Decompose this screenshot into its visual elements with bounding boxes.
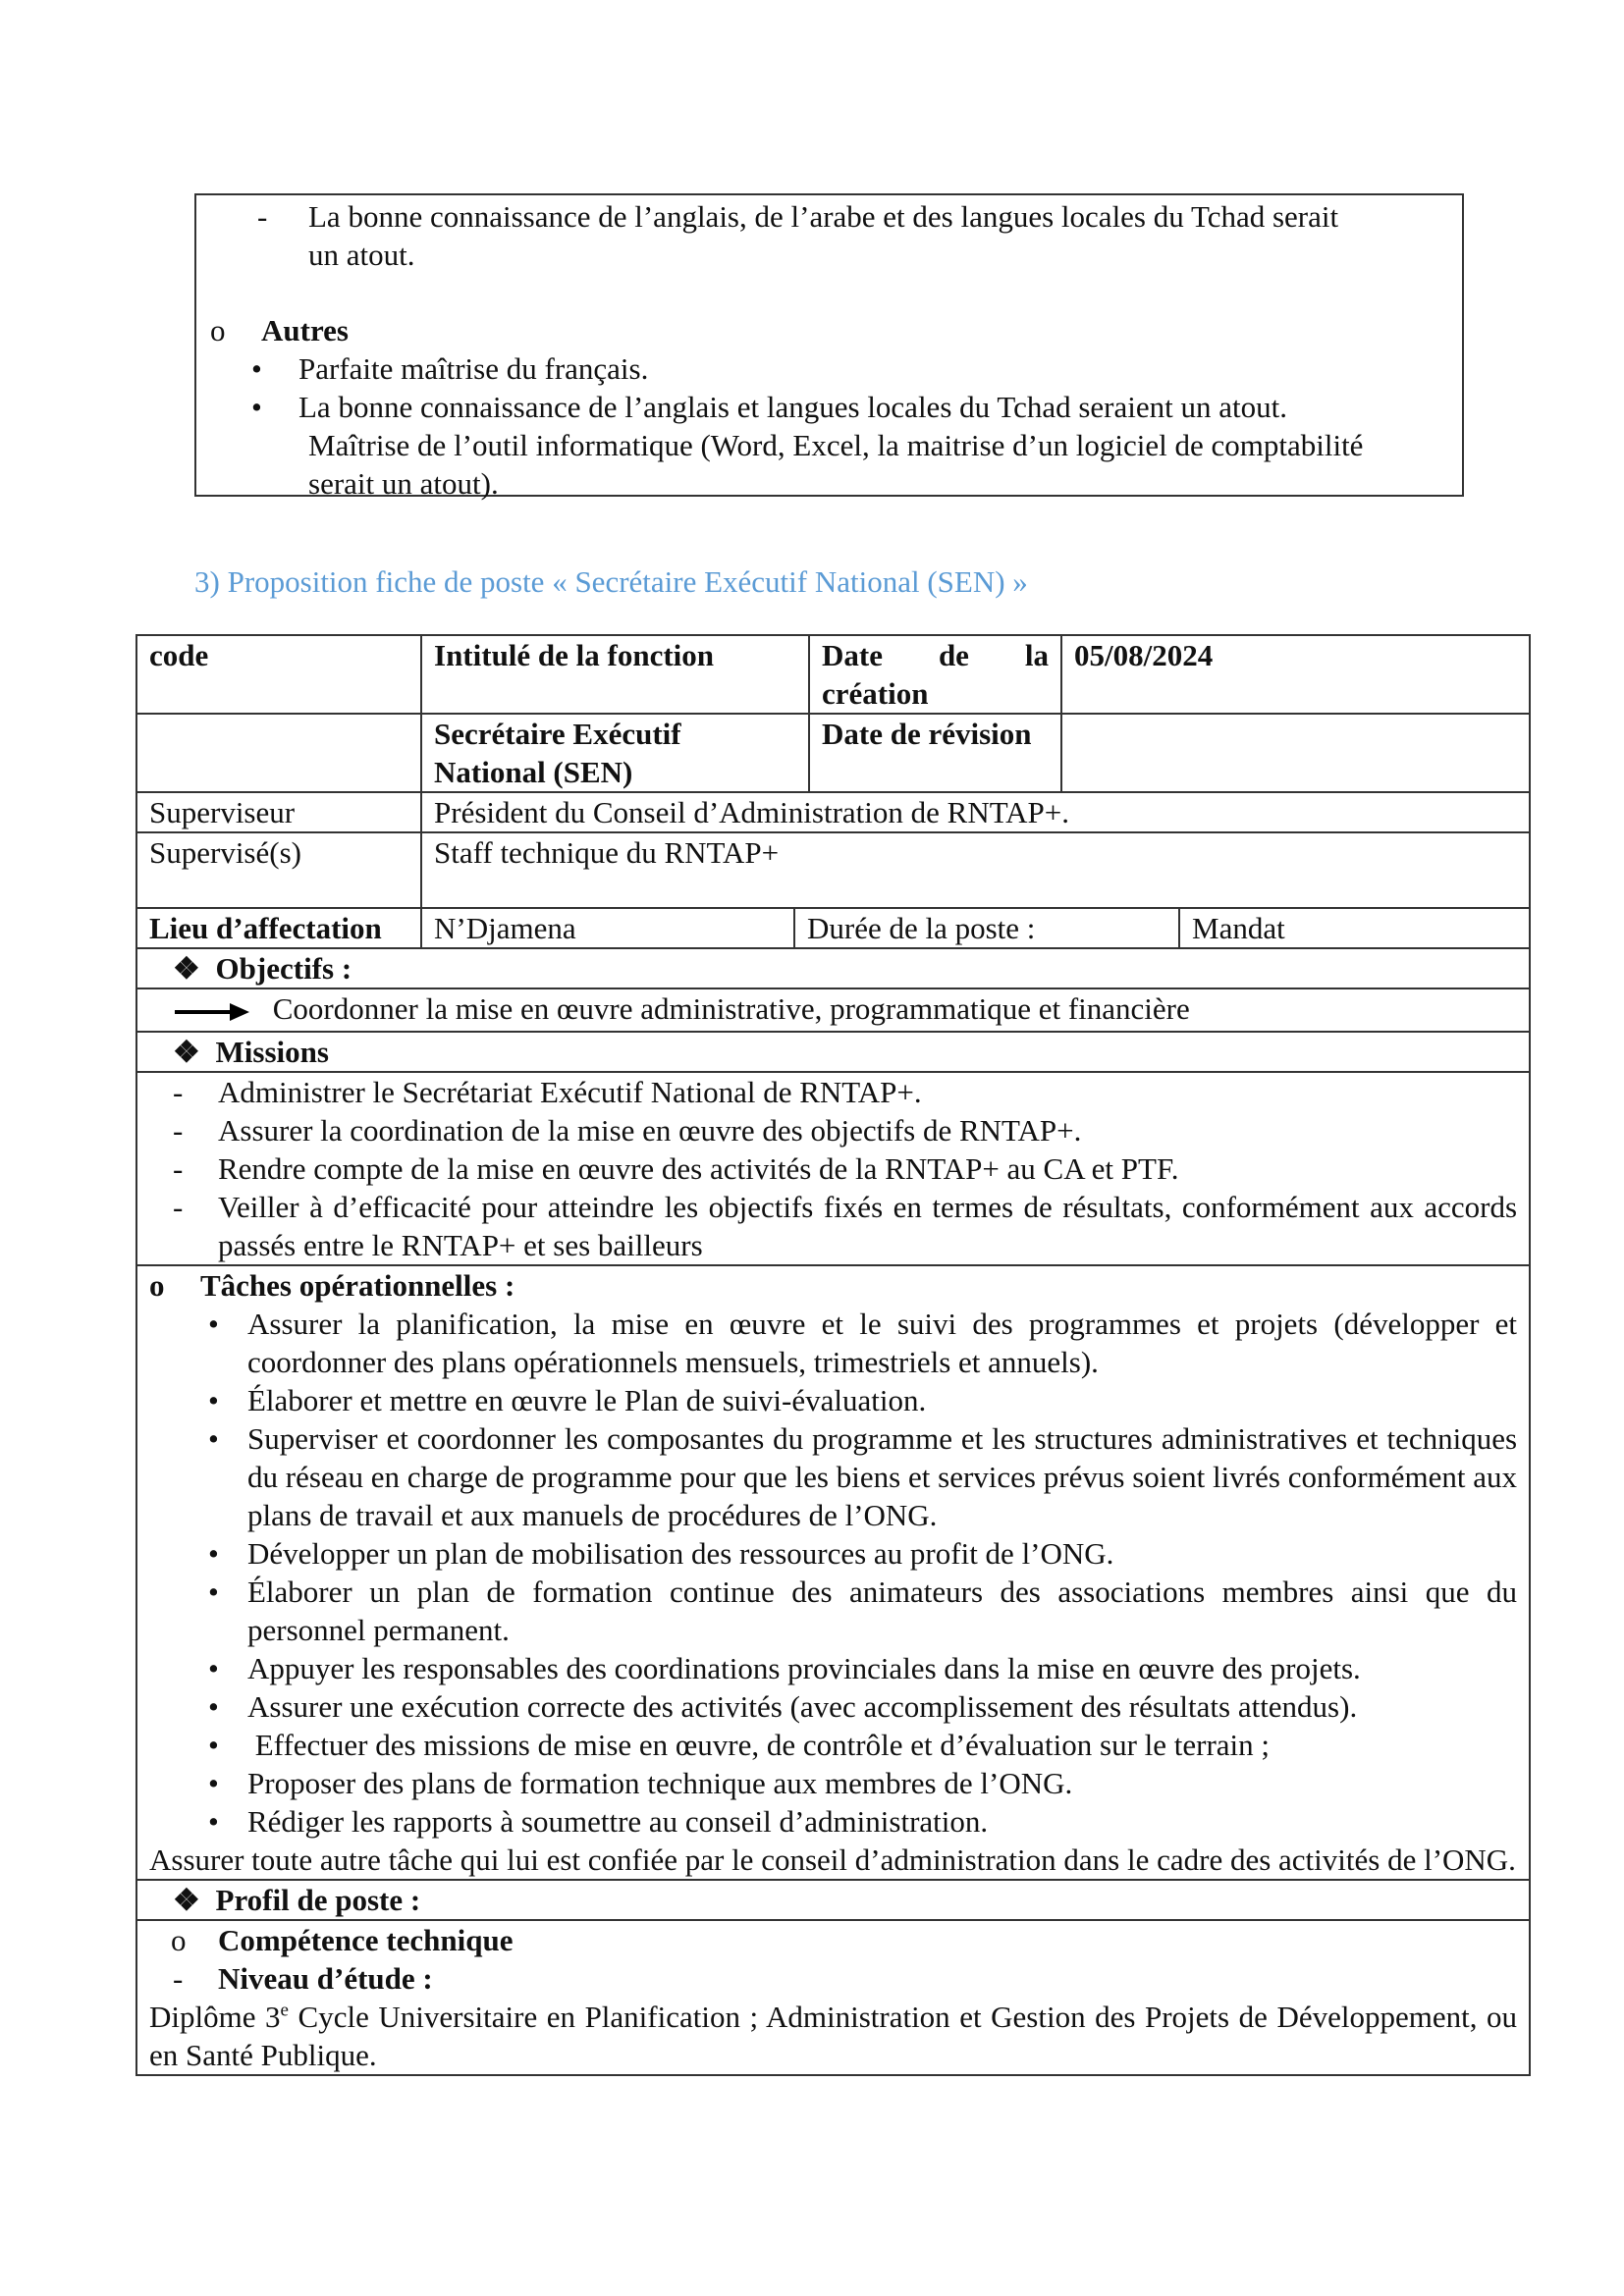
list-item: • Proposer des plans de formation technique aux membres de l’ONG. (208, 1766, 1073, 1801)
list-item: • Élaborer et mettre en œuvre le Plan de suivi-évaluation. (208, 1383, 927, 1418)
circle-marker: o (210, 313, 226, 347)
intitule-label: Intitulé de la fonction (421, 635, 809, 714)
profil-title: Profil de poste : (215, 1883, 421, 1918)
list-item: • Développer un plan de mobilisation des ressources au profit de l’ONG. (208, 1536, 1114, 1572)
list-item: • Rédiger les rapports à soumettre au conseil d’administration. (208, 1804, 989, 1840)
date-creation-label: Date de la création (809, 635, 1061, 714)
lieu-value: N’Djamena (421, 908, 794, 948)
informatique-line-1: Maîtrise de l’outil informatique (Word, Excel, la maitrise d’un logiciel de comptabilité (308, 428, 1364, 462)
niveau-header: - Niveau d’étude : (173, 1961, 433, 1997)
date-revision-value (1061, 714, 1530, 792)
list-item: • Élaborer un plan de formation continue des animateurs des associations membres ainsi que du personnel permanent. (208, 1575, 1518, 1648)
superviseur-label: Superviseur (136, 792, 421, 832)
list-item: • Assurer la planification, la mise en œuvre et le suivi des programmes et projets (développer et coordonner des plans opérationnels mensuels, trimestriels et annuels). (208, 1307, 1518, 1380)
lieu-label: Lieu d’affectation (136, 908, 421, 948)
supervises-value: Staff technique du RNTAP+ (421, 832, 1530, 908)
sen-title: Secrétaire Exécutif National (SEN) (421, 714, 809, 792)
list-item: - Rendre compte de la mise en œuvre des activités de la RNTAP+ au CA et PTF. (173, 1151, 1179, 1187)
objectif-text: Coordonner la mise en œuvre administrative, programmatique et financière (272, 991, 1190, 1026)
competence-section (136, 1920, 1530, 2075)
fiche-de-poste-table (135, 634, 1531, 2076)
section-heading: 3) Proposition fiche de poste « Secrétaire Exécutif National (SEN) » (194, 564, 1028, 599)
missions-list (136, 1072, 1530, 1265)
langues-line-2: un atout. (308, 238, 415, 272)
objectifs-title: Objectifs : (215, 951, 352, 986)
list-item: - Administrer le Secrétariat Exécutif National de RNTAP+. (173, 1075, 922, 1110)
missions-header (136, 1032, 1530, 1072)
diamond-icon: ❖ (173, 951, 200, 986)
missions-title: Missions (215, 1035, 329, 1070)
list-item: • Effectuer des missions de mise en œuvre, de contrôle et d’évaluation sur le terrain ; (208, 1728, 1271, 1763)
taches-section (136, 1265, 1530, 1880)
competences-box (194, 193, 1464, 501)
anglais-item: La bonne connaissance de l’anglais et langues locales du Tchad seraient un atout. (298, 390, 1287, 424)
langues-line-1: La bonne connaissance de l’anglais, de l’arabe et des langues locales du Tchad serait (308, 199, 1339, 234)
diamond-icon: ❖ (173, 1883, 200, 1918)
list-item: • Superviser et coordonner les composantes du programme et les structures administratives et techniques du réseau en charge de programme pour que les biens et services prévus soient livrés conformément aux plans de travail et aux manuels de procédures de l’ONG. (208, 1421, 1518, 1533)
autre-tache-text: Assurer toute autre tâche qui lui est confiée par le conseil d’administration dans le cadre des activités de l’ONG. (149, 1842, 1516, 1878)
autres-title: Autres (261, 313, 349, 347)
profil-header (136, 1880, 1530, 1920)
date-revision-label: Date de révision (809, 714, 1061, 792)
list-item: - Assurer la coordination de la mise en œuvre des objectifs de RNTAP+. (173, 1113, 1082, 1148)
date-creation-value: 05/08/2024 (1061, 635, 1530, 714)
diplome-text: Diplôme 3e Cycle Universitaire en Planification ; Administration et Gestion des Projets de Développement, ou en Santé Publique. (149, 2000, 1518, 2073)
bullet-icon: • (251, 351, 262, 386)
francais-item: Parfaite maîtrise du français. (298, 351, 649, 386)
arrow-right-icon (175, 992, 249, 1031)
bullet-icon: • (251, 390, 262, 424)
objectif-row (136, 988, 1530, 1032)
code-label: code (136, 635, 421, 714)
supervises-label: Supervisé(s) (136, 832, 421, 908)
duree-label: Durée de la poste : (794, 908, 1179, 948)
objectifs-header (136, 948, 1530, 988)
superviseur-value: Président du Conseil d’Administration de RNTAP+. (421, 792, 1530, 832)
competence-header: o Compétence technique (171, 1923, 514, 1958)
list-item: - Veiller à d’efficacité pour atteindre les objectifs fixés en termes de résultats, conformément aux accords passés entre le RNTAP+ et ses bailleurs (173, 1190, 1518, 1263)
diamond-icon: ❖ (173, 1035, 200, 1070)
taches-title: Tâches opérationnelles : (200, 1268, 515, 1304)
taches-header: o Tâches opérationnelles : (149, 1268, 515, 1304)
dash-marker: - (257, 199, 268, 234)
list-item: • Appuyer les responsables des coordinations provinciales dans la mise en œuvre des projets. (208, 1651, 1361, 1686)
informatique-line-2: serait un atout). (308, 466, 499, 501)
competence-title: Compétence technique (218, 1923, 514, 1958)
duree-value: Mandat (1179, 908, 1530, 948)
niveau-title: Niveau d’étude : (218, 1961, 433, 1997)
list-item: • Assurer une exécution correcte des activités (avec accomplissement des résultats attendus). (208, 1689, 1358, 1725)
empty-cell (136, 714, 421, 792)
